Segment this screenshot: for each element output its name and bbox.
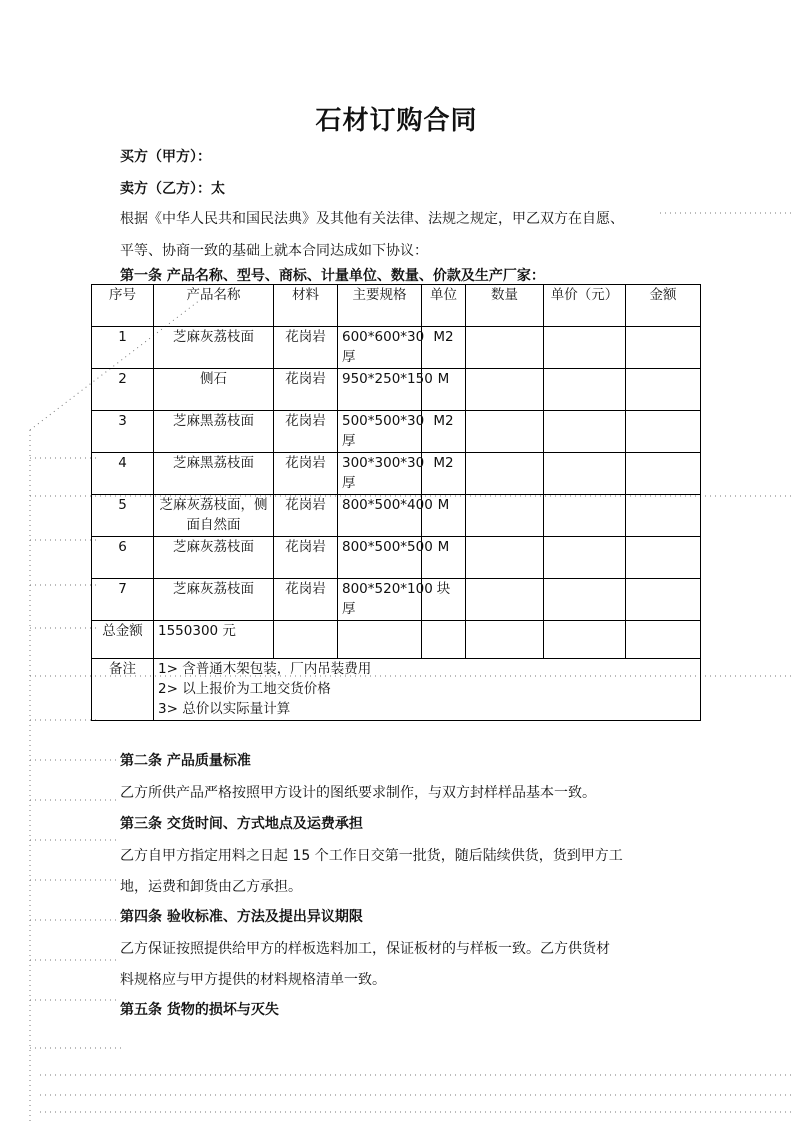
cell-material: 花岗岩 — [274, 537, 338, 579]
cell-amount — [626, 369, 701, 411]
cell-material: 花岗岩 — [274, 579, 338, 621]
cell-unit: 块 — [422, 579, 466, 621]
cell-qty — [466, 495, 544, 537]
column-header-name: 产品名称 — [154, 285, 274, 327]
cell-material: 花岗岩 — [274, 453, 338, 495]
total-row — [92, 621, 701, 659]
cell-no: 2 — [92, 369, 154, 411]
cell-price — [544, 327, 626, 369]
table-header-row — [92, 285, 701, 327]
article-3-body-line-1: 乙方自甲方指定用料之日起 15 个工作日交第一批货，随后陆续供货，货到甲方工 — [120, 848, 623, 864]
cell-qty — [466, 327, 544, 369]
cell-qty — [466, 579, 544, 621]
cell-spec: 800*500*400 — [338, 495, 422, 537]
remarks-row — [92, 659, 701, 721]
cell-name: 芝麻黑荔枝面 — [154, 453, 274, 495]
article-3-heading: 第三条 交货时间、方式地点及运费承担 — [120, 816, 363, 832]
cell-unit: M2 — [422, 327, 466, 369]
cell-material: 花岗岩 — [274, 327, 338, 369]
table-row — [92, 411, 701, 453]
total-label: 总金额 — [92, 621, 154, 659]
cell-name: 芝麻黑荔枝面 — [154, 411, 274, 453]
cell-spec: 950*250*150 — [338, 369, 422, 411]
article-3-body-line-2: 地，运费和卸货由乙方承担。 — [120, 879, 302, 895]
empty-cell — [466, 621, 544, 659]
table-row — [92, 495, 701, 537]
cell-spec: 800*520*100厚 — [338, 579, 422, 621]
cell-material: 花岗岩 — [274, 495, 338, 537]
remark-item: 2> 以上报价为工地交货价格 — [158, 681, 331, 697]
cell-price — [544, 453, 626, 495]
buyer-label: 买方（甲方）： — [120, 149, 211, 165]
cell-qty — [466, 369, 544, 411]
cell-name: 芝麻灰荔枝面 — [154, 579, 274, 621]
cell-no: 4 — [92, 453, 154, 495]
product-table — [91, 284, 701, 721]
cell-name: 芝麻灰荔枝面 — [154, 327, 274, 369]
empty-cell — [274, 621, 338, 659]
cell-amount — [626, 453, 701, 495]
table-row — [92, 369, 701, 411]
cell-price — [544, 495, 626, 537]
column-header-unit: 单位 — [422, 285, 466, 327]
remark-item: 3> 总价以实际量计算 — [158, 701, 291, 717]
contract-title: 石材订购合同 — [315, 106, 478, 136]
total-value: 1550300 元 — [154, 621, 274, 659]
cell-price — [544, 369, 626, 411]
cell-amount — [626, 579, 701, 621]
cell-unit: M — [422, 369, 466, 411]
cell-amount — [626, 495, 701, 537]
cell-qty — [466, 411, 544, 453]
cell-price — [544, 579, 626, 621]
cell-no: 7 — [92, 579, 154, 621]
cell-unit: M — [422, 495, 466, 537]
article-4-body-line-2: 料规格应与甲方提供的材料规格清单一致。 — [120, 972, 386, 988]
cell-material: 花岗岩 — [274, 411, 338, 453]
empty-cell — [626, 621, 701, 659]
article-5-heading: 第五条 货物的损坏与灭失 — [120, 1002, 279, 1018]
cell-unit: M — [422, 537, 466, 579]
article-4-heading: 第四条 验收标准、方法及提出异议期限 — [120, 909, 363, 925]
seller-line — [120, 178, 225, 198]
remarks-content — [154, 659, 701, 721]
article-1-heading: 第一条 产品名称、型号、商标、计量单位、数量、价款及生产厂家： — [120, 268, 545, 284]
table-row — [92, 537, 701, 579]
column-header-qty: 数量 — [466, 285, 544, 327]
cell-price — [544, 411, 626, 453]
cell-unit: M2 — [422, 453, 466, 495]
table-row — [92, 327, 701, 369]
cell-spec: 300*300*30厚 — [338, 453, 422, 495]
seller-value: 太 — [211, 181, 225, 197]
empty-cell — [422, 621, 466, 659]
empty-cell — [338, 621, 422, 659]
intro-paragraph-line-1: 根据《中华人民共和国民法典》及其他有关法律、法规之规定，甲乙双方在自愿、 — [120, 211, 624, 227]
cell-material: 花岗岩 — [274, 369, 338, 411]
article-2-heading: 第二条 产品质量标准 — [120, 753, 251, 769]
buyer-line — [120, 146, 211, 166]
cell-spec: 800*500*500 — [338, 537, 422, 579]
column-header-price: 单价（元） — [544, 285, 626, 327]
article-4-body-line-1: 乙方保证按照提供给甲方的样板选料加工，保证板材的与样板一致。乙方供货材 — [120, 941, 610, 957]
cell-name: 芝麻灰荔枝面，侧面自然面 — [154, 495, 274, 537]
cell-spec: 500*500*30厚 — [338, 411, 422, 453]
table-row — [92, 579, 701, 621]
cell-name: 芝麻灰荔枝面 — [154, 537, 274, 579]
intro-paragraph-line-2: 平等、协商一致的基础上就本合同达成如下协议： — [120, 243, 428, 259]
cell-no: 5 — [92, 495, 154, 537]
seller-label: 卖方（乙方）： — [120, 181, 211, 197]
cell-amount — [626, 537, 701, 579]
column-header-material: 材料 — [274, 285, 338, 327]
cell-unit: M2 — [422, 411, 466, 453]
remark-item: 1> 含普通木架包装，厂内吊装费用 — [158, 661, 372, 677]
cell-amount — [626, 327, 701, 369]
cell-qty — [466, 537, 544, 579]
cell-price — [544, 537, 626, 579]
cell-spec: 600*600*30厚 — [338, 327, 422, 369]
table-row — [92, 453, 701, 495]
column-header-amount: 金额 — [626, 285, 701, 327]
column-header-no: 序号 — [92, 285, 154, 327]
cell-no: 1 — [92, 327, 154, 369]
empty-cell — [544, 621, 626, 659]
cell-qty — [466, 453, 544, 495]
cell-no: 6 — [92, 537, 154, 579]
column-header-spec: 主要规格 — [338, 285, 422, 327]
cell-name: 侧石 — [154, 369, 274, 411]
cell-no: 3 — [92, 411, 154, 453]
cell-amount — [626, 411, 701, 453]
article-2-body: 乙方所供产品严格按照甲方设计的图纸要求制作，与双方封样样品基本一致。 — [120, 785, 596, 801]
remarks-label: 备注 — [92, 659, 154, 721]
